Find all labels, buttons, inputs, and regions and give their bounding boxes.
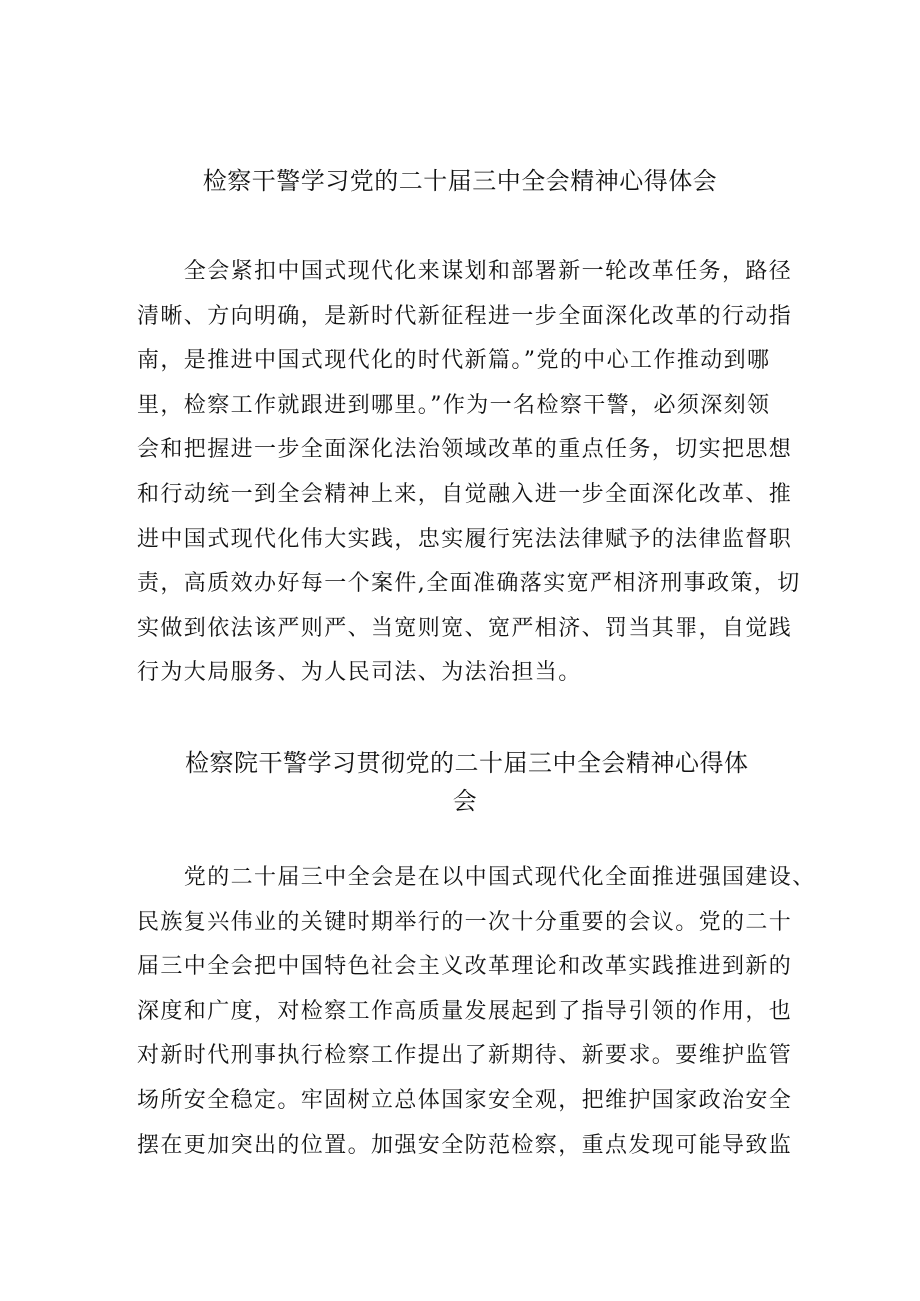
paragraph-line: 和行动统一到全会精神上来，自觉融入进一步全面深化改革、推 [137, 481, 793, 507]
article-1-title-line: 检察干警学习党的二十届三中全会精神心得体会 [202, 167, 718, 195]
paragraph-line: 里，检察工作就跟进到哪里。”作为一名检察干警，必须深刻领 [137, 392, 771, 418]
paragraph-line: 会和把握进一步全面深化法治领域改革的重点任务，切实把思想 [137, 437, 793, 463]
article-2-title-line: 检察院干警学习贯彻党的二十届三中全会精神心得体 [185, 749, 749, 777]
paragraph-line: 清晰、方向明确，是新时代新征程进一步全面深化改革的行动指 [137, 303, 793, 329]
paragraph-line: 摆在更加突出的位置。加强安全防范检察，重点发现可能导致监 [137, 1132, 793, 1158]
paragraph-line: 责，高质效办好每一个案件,全面准确落实宽严相济刑事政策，切 [137, 571, 801, 597]
paragraph-line: 全会紧扣中国式现代化来谋划和部署新一轮改革任务，路径 [137, 259, 793, 284]
article-2-title-line: 会 [452, 787, 478, 815]
paragraph-line: 进中国式现代化伟大实践，忠实履行宪法法律赋予的法律监督职 [137, 526, 793, 552]
paragraph-line: 深度和广度，对检察工作高质量发展起到了指导引领的作用，也 [137, 998, 793, 1024]
article-1-title [140, 162, 780, 200]
paragraph-line: 民族复兴伟业的关键时期举行的一次十分重要的会议。党的二十 [137, 909, 793, 935]
article-1-paragraph [137, 250, 801, 696]
paragraph-line: 对新时代刑事执行检察工作提出了新期待、新要求。要维护监管 [137, 1043, 793, 1069]
article-2-title [185, 744, 749, 820]
article-2-paragraph [137, 856, 816, 1168]
paragraph-line: 南，是推进中国式现代化的时代新篇。”党的中心工作推动到哪 [137, 348, 771, 374]
paragraph-line: 实做到依法该严则严、当宽则宽、宽严相济、罚当其罪，自觉践 [137, 615, 793, 641]
paragraph-line: 党的二十届三中全会是在以中国式现代化全面推进强国建设、 [137, 865, 816, 890]
paragraph-line: 场所安全稳定。牢固树立总体国家安全观，把维护国家政治安全 [137, 1087, 793, 1113]
paragraph-line: 届三中全会把中国特色社会主义改革理论和改革实践推进到新的 [137, 954, 793, 980]
paragraph-line: 行为大局服务、为人民司法、为法治担当。 [137, 660, 582, 686]
